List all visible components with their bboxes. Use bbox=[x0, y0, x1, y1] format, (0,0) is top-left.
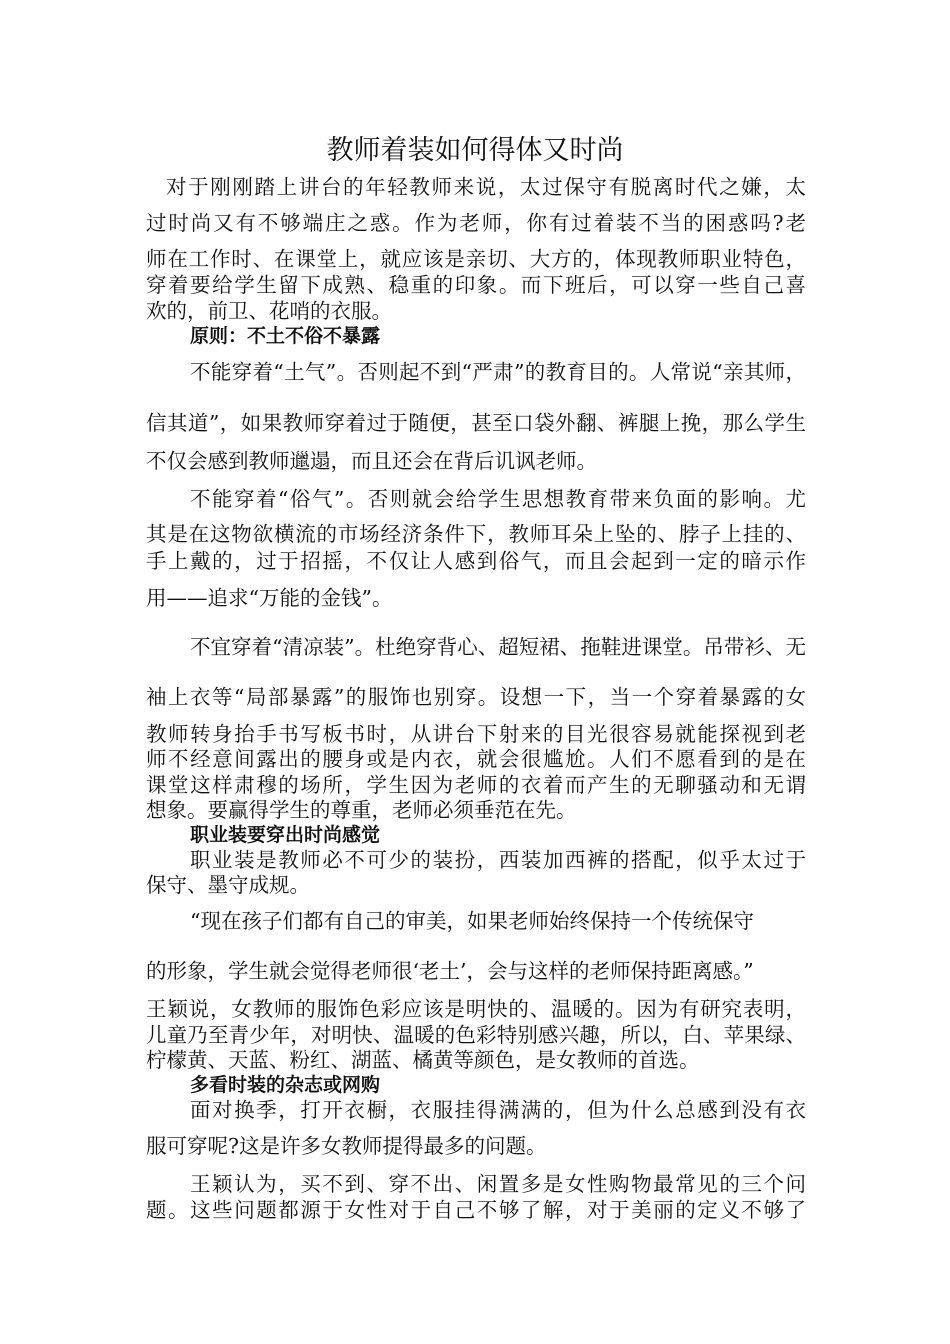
paragraph-line: 保守、墨守成规。 bbox=[146, 873, 310, 897]
section-heading: 原则：不土不俗不暴露 bbox=[190, 325, 381, 347]
paragraph-line: 袖上衣等“局部暴露”的服饰也别穿。设想一下，当一个穿着暴露的女 bbox=[146, 685, 806, 709]
paragraph-line: 儿童乃至青少年，对明快、温暖的色彩特别感兴趣，所以，白、苹果绿、 bbox=[146, 1023, 806, 1047]
paragraph-line: 手上戴的，过于招摇，不仅让人感到俗气，而且会起到一定的暗示作 bbox=[146, 549, 806, 573]
paragraph-line: 柠檬黄、天蓝、粉红、湖蓝、橘黄等颜色，是女教师的首选。 bbox=[146, 1048, 700, 1072]
paragraph-line: 信其道”，如果教师穿着过于随便，甚至口袋外翻、裤腿上挽，那么学生 bbox=[146, 411, 806, 435]
paragraph-line: 穿着要给学生留下成熟、稳重的印象。而下班后，可以穿一些自己喜 bbox=[146, 273, 806, 297]
paragraph-line: 教师转身抬手书写板书时，从讲台下射来的目光很容易就能探视到老 bbox=[146, 722, 806, 746]
paragraph-line: 王颖说，女教师的服饰色彩应该是明快的、温暖的。因为有研究表明， bbox=[146, 997, 806, 1021]
paragraph-line: 职业装是教师必不可少的装扮，西装加西裤的搭配，似乎太过于 bbox=[190, 848, 806, 872]
paragraph-line: 欢的，前卫、花哨的衣服。 bbox=[146, 299, 392, 323]
paragraph-line: 题。这些问题都源于女性对于自己不够了解，对于美丽的定义不够了 bbox=[146, 1198, 806, 1222]
paragraph-line: “现在孩子们都有自己的审美，如果老师始终保持一个传统保守 bbox=[190, 909, 754, 933]
paragraph-line: 师在工作时、在课堂上，就应该是亲切、大方的，体现教师职业特色， bbox=[146, 247, 806, 271]
paragraph-line: 其是在这物欲横流的市场经济条件下，教师耳朵上坠的、脖子上挂的、 bbox=[146, 522, 806, 546]
paragraph-line: 的形象，学生就会觉得老师很‘老土’，会与这样的老师保持距离感。” bbox=[146, 959, 754, 983]
paragraph-line: 不仅会感到教师邋遢，而且还会在背后讥讽老师。 bbox=[146, 449, 597, 473]
paragraph-line: 过时尚又有不够端庄之惑。作为老师，你有过着装不当的困惑吗?老 bbox=[146, 211, 806, 235]
paragraph-line: 不能穿着“俗气”。否则就会给学生思想教育带来负面的影响。尤 bbox=[190, 487, 806, 511]
document-title: 教师着装如何得体又时尚 bbox=[326, 135, 624, 166]
paragraph-line: 想象。要赢得学生的尊重，老师必须垂范在先。 bbox=[146, 798, 577, 822]
section-heading: 多看时装的杂志或网购 bbox=[190, 1074, 381, 1096]
section-heading: 职业装要穿出时尚感觉 bbox=[190, 824, 381, 846]
paragraph-line: 面对换季，打开衣橱，衣服挂得满满的，但为什么总感到没有衣 bbox=[190, 1098, 806, 1122]
paragraph-line: 师不经意间露出的腰身或是内衣，就会很尴尬。人们不愿看到的是在 bbox=[146, 747, 806, 771]
paragraph-line: 不能穿着“土气”。否则起不到“严肃”的教育目的。人常说“亲其师， bbox=[190, 360, 806, 384]
paragraph-line: 课堂这样肃穆的场所，学生因为老师的衣着而产生的无聊骚动和无谓 bbox=[146, 773, 806, 797]
paragraph-line: 对于刚刚踏上讲台的年轻教师来说，太过保守有脱离时代之嫌，太 bbox=[166, 175, 806, 199]
paragraph-line: 王颖认为，买不到、穿不出、闲置多是女性购物最常见的三个问 bbox=[190, 1172, 806, 1196]
paragraph-line: 用——追求“万能的金钱”。 bbox=[146, 586, 393, 610]
paragraph-line: 不宜穿着“清凉装”。杜绝穿背心、超短裙、拖鞋进课堂。吊带衫、无 bbox=[190, 635, 806, 659]
paragraph-line: 服可穿呢?这是许多女教师提得最多的问题。 bbox=[146, 1134, 547, 1158]
